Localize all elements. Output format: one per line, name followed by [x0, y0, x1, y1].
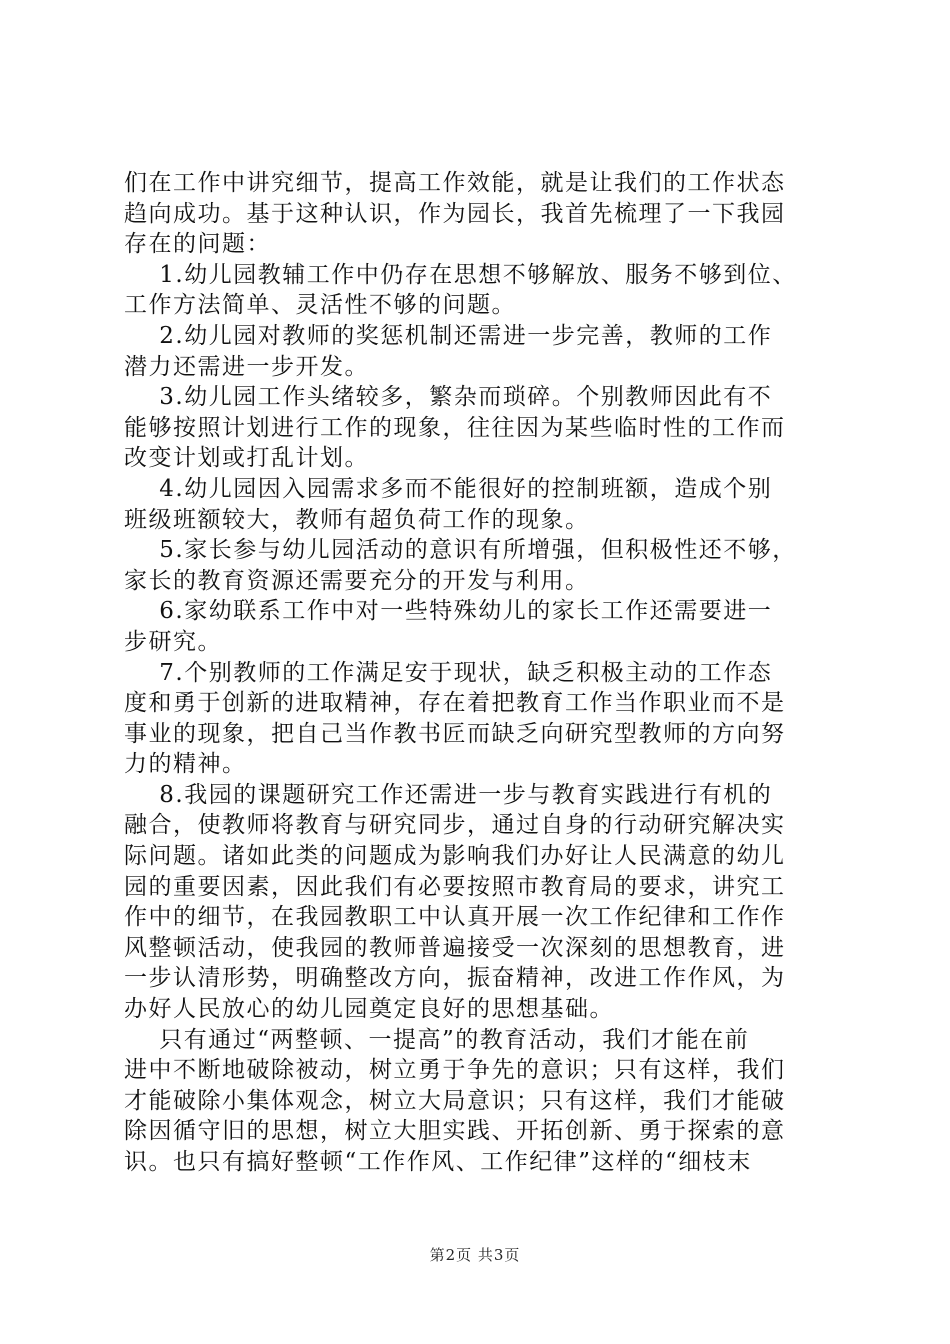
- text-line: 班级班额较大，教师有超负荷工作的现象。: [124, 506, 590, 533]
- text-line: 园的重要因素，因此我们有必要按照市教育局的要求，讲究工: [124, 873, 786, 900]
- text-line: 3.幼儿园工作头绪较多，繁杂而琐碎。个别教师因此有不: [124, 384, 773, 411]
- document-body: [124, 168, 844, 1178]
- text-line: 5.家长参与幼儿园活动的意识有所增强，但积极性还不够，: [124, 537, 797, 564]
- text-line: 潜力还需进一步开发。: [124, 353, 369, 380]
- text-line: 1.幼儿园教辅工作中仍存在思想不够解放、服务不够到位、: [124, 261, 797, 288]
- text-line: 才能破除小集体观念，树立大局意识；只有这样，我们才能破: [124, 1087, 786, 1114]
- text-line: 2.幼儿园对教师的奖惩机制还需进一步完善，教师的工作: [124, 322, 773, 349]
- text-line: 6.家幼联系工作中对一些特殊幼儿的家长工作还需要进一: [124, 598, 773, 625]
- text-line: 事业的现象，把自己当作教书匠而缺乏向研究型教师的方向努: [124, 720, 786, 747]
- text-line: 除因循守旧的思想，树立大胆实践、开拓创新、勇于探索的意: [124, 1118, 786, 1145]
- text-line: 7.个别教师的工作满足安于现状，缺乏积极主动的工作态: [124, 659, 773, 686]
- text-line: 作中的细节，在我园教职工中认真开展一次工作纪律和工作作: [124, 904, 786, 931]
- text-line: 办好人民放心的幼儿园奠定良好的思想基础。: [124, 996, 614, 1023]
- text-line: 4.幼儿园因入园需求多而不能很好的控制班额，造成个别: [124, 475, 773, 502]
- text-line: 融合，使教师将教育与研究同步，通过自身的行动研究解决实: [124, 812, 786, 839]
- text-line: 们在工作中讲究细节，提高工作效能，就是让我们的工作状态: [124, 170, 786, 196]
- text-line: 力的精神。: [124, 751, 247, 778]
- text-line: 能够按照计划进行工作的现象，往往因为某些临时性的工作而: [124, 414, 786, 441]
- text-line: 只有通过“两整顿、一提高”的教育活动，我们才能在前: [124, 1026, 750, 1053]
- text-line: 存在的问题：: [124, 231, 271, 258]
- text-line: 工作方法简单、灵活性不够的问题。: [124, 292, 516, 319]
- text-line: 际问题。诸如此类的问题成为影响我们办好让人民满意的幼儿: [124, 843, 786, 870]
- text-line: 步研究。: [124, 628, 222, 655]
- text-line: 改变计划或打乱计划。: [124, 445, 369, 472]
- text-line: 识。也只有搞好整顿“工作作风、工作纪律”这样的“细枝末: [124, 1149, 752, 1175]
- page-footer: 第2页 共3页: [429, 1246, 521, 1264]
- text-line: 度和勇于创新的进取精神，存在着把教育工作当作职业而不是: [124, 690, 786, 717]
- text-line: 趋向成功。基于这种认识，作为园长，我首先梳理了一下我园: [124, 200, 786, 227]
- text-line: 风整顿活动，使我园的教师普遍接受一次深刻的思想教育，进: [124, 934, 786, 961]
- text-line: 家长的教育资源还需要充分的开发与利用。: [124, 567, 590, 594]
- text-line: 进中不断地破除被动，树立勇于争先的意识；只有这样，我们: [124, 1057, 786, 1084]
- text-line: 一步认清形势，明确整改方向，振奋精神，改进工作作风，为: [124, 965, 786, 992]
- text-line: 8.我园的课题研究工作还需进一步与教育实践进行有机的: [124, 781, 773, 808]
